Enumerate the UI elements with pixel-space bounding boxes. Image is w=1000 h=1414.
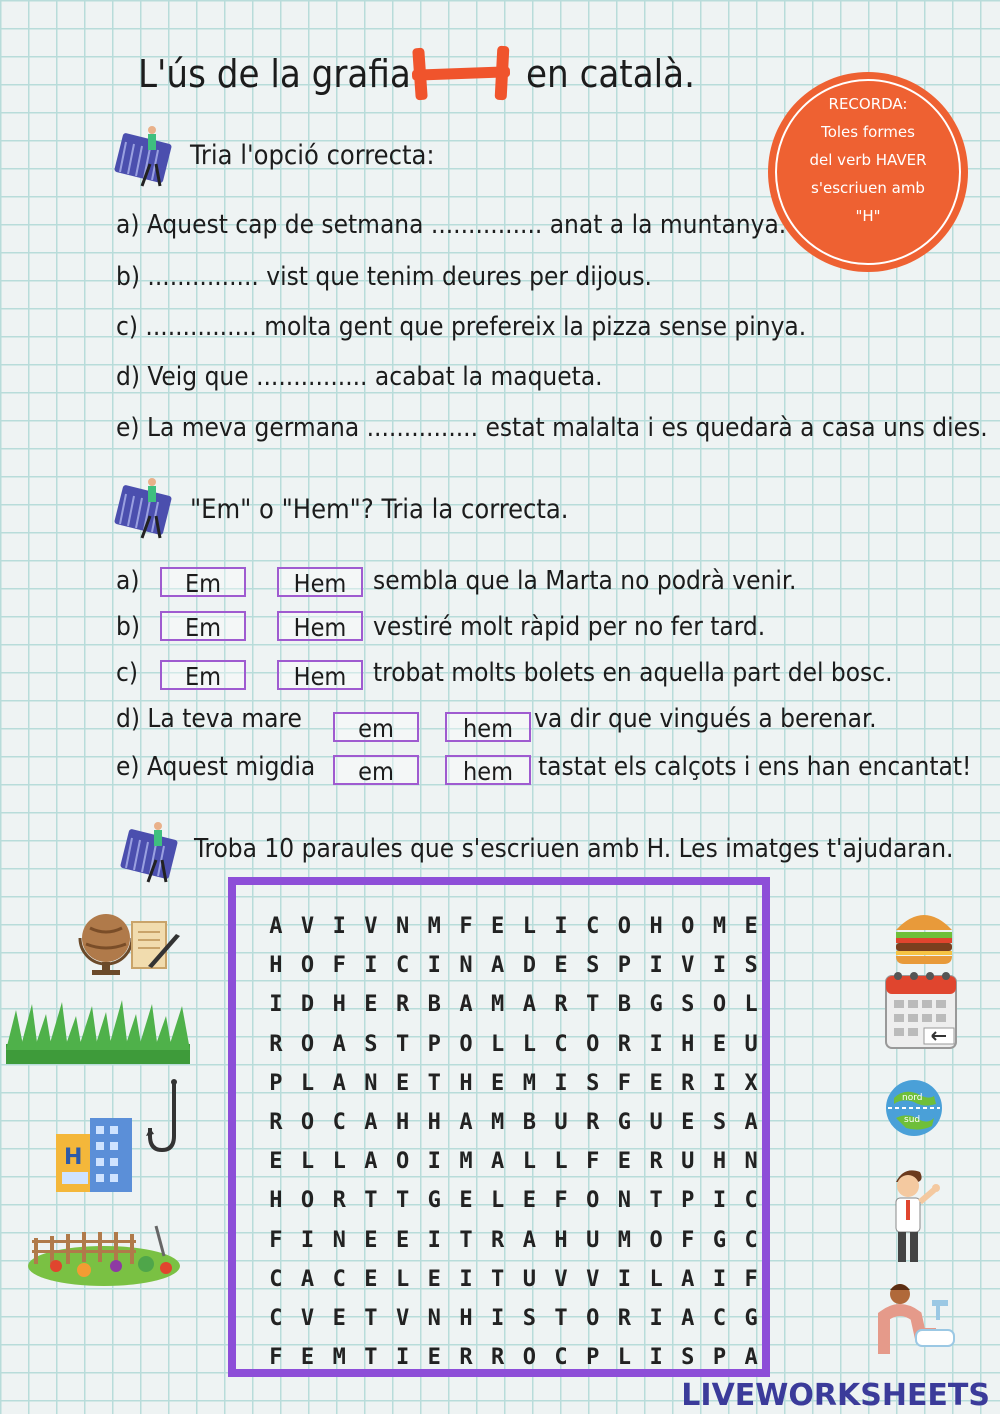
grid-cell[interactable]: E <box>459 1188 473 1214</box>
grid-cell[interactable]: G <box>617 1109 632 1135</box>
section1-title: Tria l'opció correcta: <box>190 140 435 171</box>
grid-cell[interactable]: E <box>364 992 378 1018</box>
grid-cell[interactable]: R <box>459 1345 473 1371</box>
grid-cell[interactable]: I <box>427 1149 441 1175</box>
grid-cell[interactable]: O <box>300 953 315 979</box>
grid-cell[interactable]: O <box>300 1109 315 1135</box>
hemisphere-sud: sud <box>904 1115 921 1125</box>
recorda-line-2: Toles formes <box>821 123 915 141</box>
hemisphere-nord: nord <box>902 1093 923 1103</box>
grid-cell[interactable]: V <box>681 953 695 979</box>
grid-cell[interactable]: L <box>554 1149 568 1175</box>
grid-cell[interactable]: E <box>395 1070 410 1096</box>
grid-cell[interactable]: C <box>744 1188 758 1214</box>
grid-cell[interactable]: L <box>617 1345 632 1371</box>
grid-cell[interactable]: T <box>459 1227 473 1253</box>
grid-cell[interactable]: T <box>586 992 600 1018</box>
row-d-text: va dir que vingués a berenar. <box>534 704 877 734</box>
grid-row <box>260 1181 767 1220</box>
grid-cell[interactable]: S <box>522 1305 536 1331</box>
h-letter-graphic <box>408 46 516 102</box>
grid-cell[interactable]: L <box>300 1149 315 1175</box>
grid-row <box>260 1260 767 1299</box>
grid-cell[interactable]: H <box>269 1188 283 1214</box>
row-c-prefix: c) <box>116 658 138 688</box>
grid-cell[interactable]: A <box>491 953 505 979</box>
row-b-option-hem[interactable]: Hem <box>277 611 363 641</box>
grid-cell[interactable]: E <box>364 1227 378 1253</box>
grid-cell[interactable]: X <box>744 1070 758 1096</box>
grid-cell[interactable]: A <box>364 1149 378 1175</box>
grid-cell[interactable]: M <box>712 914 727 939</box>
recorda-line-1: RECORDA: <box>828 95 908 113</box>
grid-row <box>260 1221 767 1260</box>
row-c-text: trobat molts bolets en aquella part del bosc. <box>373 658 893 688</box>
section3-title: Troba 10 paraules que s'escriuen amb H. Les imatges t'ajudaran. <box>194 834 954 864</box>
row-d-option-em[interactable]: em <box>333 712 419 742</box>
grid-cell[interactable]: B <box>522 1109 536 1135</box>
grid-cell[interactable]: I <box>712 953 727 979</box>
grid-cell[interactable]: A <box>681 1266 695 1292</box>
grid-cell[interactable]: C <box>269 1305 283 1331</box>
grid-cell[interactable]: S <box>681 1345 695 1371</box>
liveworksheets-logo[interactable] <box>681 1378 990 1413</box>
grid-cell[interactable]: O <box>395 1149 410 1175</box>
grid-cell[interactable]: O <box>586 1031 600 1057</box>
grid-cell[interactable]: P <box>712 1345 727 1371</box>
grid-cell[interactable]: T <box>395 1031 410 1057</box>
grid-cell[interactable]: S <box>681 992 695 1018</box>
grid-cell[interactable]: E <box>554 953 568 979</box>
grid-cell[interactable]: S <box>586 1070 600 1096</box>
grid-cell[interactable]: C <box>395 953 410 979</box>
grid-cell[interactable]: P <box>269 1070 283 1096</box>
grid-cell[interactable]: A <box>459 1109 473 1135</box>
grid-cell[interactable]: O <box>300 1188 315 1214</box>
grid-cell[interactable]: F <box>586 1149 600 1175</box>
grid-cell[interactable]: M <box>491 992 505 1018</box>
grid-cell[interactable]: C <box>332 1109 346 1135</box>
folder-person-icon-3 <box>118 820 188 890</box>
row-a-prefix: a) <box>116 566 140 596</box>
section1-line-d: d) Veig que ............... acabat la maqueta. <box>116 362 603 392</box>
calendar-icon <box>884 968 958 1050</box>
grid-cell[interactable]: I <box>300 1227 315 1253</box>
grid-cell[interactable]: R <box>491 1345 505 1371</box>
grid-cell[interactable]: O <box>300 1031 315 1057</box>
grid-row <box>260 1142 767 1181</box>
grid-cell[interactable]: U <box>681 1149 695 1175</box>
grid-cell[interactable]: A <box>364 1109 378 1135</box>
row-e-option-em[interactable]: em <box>333 755 419 785</box>
grid-cell[interactable]: L <box>395 1266 410 1292</box>
row-d-option-hem[interactable]: hem <box>445 712 531 742</box>
grid-cell[interactable]: V <box>300 914 315 939</box>
grid-cell[interactable]: C <box>586 914 600 939</box>
grid-cell[interactable]: I <box>712 1070 727 1096</box>
grid-cell[interactable]: I <box>554 914 568 939</box>
grid-cell[interactable]: A <box>522 992 536 1018</box>
grid-cell[interactable]: E <box>427 1345 441 1371</box>
globe-history-icon <box>76 906 184 978</box>
row-a-option-em[interactable]: Em <box>160 567 246 597</box>
grid-cell[interactable]: U <box>586 1227 600 1253</box>
grid-cell[interactable]: I <box>554 1070 568 1096</box>
row-e-option-hem[interactable]: hem <box>445 755 531 785</box>
row-d-prefix: d) La teva mare <box>116 704 302 734</box>
grid-cell[interactable]: E <box>649 1070 663 1096</box>
grid-cell[interactable]: U <box>649 1109 663 1135</box>
grid-cell[interactable]: T <box>491 1266 505 1292</box>
grid-cell[interactable]: P <box>427 1031 441 1057</box>
grid-cell[interactable]: O <box>459 1031 473 1057</box>
grid-cell[interactable]: L <box>522 1031 536 1057</box>
recorda-line-4: s'escriuen amb <box>811 179 925 197</box>
grid-cell[interactable]: C <box>554 1031 568 1057</box>
folder-person-icon <box>112 124 182 194</box>
grid-cell[interactable]: N <box>364 1070 378 1096</box>
grid-cell[interactable]: R <box>269 1109 283 1135</box>
grid-cell[interactable]: I <box>649 953 663 979</box>
hotel-icon <box>54 1116 134 1192</box>
grid-cell[interactable]: A <box>332 1031 346 1057</box>
grid-cell[interactable]: C <box>554 1345 568 1371</box>
grid-cell[interactable]: E <box>300 1345 315 1371</box>
grid-cell[interactable]: P <box>586 1345 600 1371</box>
grid-cell[interactable]: P <box>681 1188 695 1214</box>
grid-cell[interactable]: L <box>332 1149 346 1175</box>
section1-line-a: a) Aquest cap de setmana ............... anat a la muntanya. <box>116 210 787 240</box>
grid-cell[interactable]: E <box>617 1149 632 1175</box>
grid-cell[interactable]: V <box>300 1305 315 1331</box>
grid-cell[interactable]: R <box>395 992 410 1018</box>
grid-cell[interactable]: N <box>395 914 410 939</box>
grid-cell[interactable]: C <box>269 1266 283 1292</box>
grid-cell[interactable]: M <box>332 1345 346 1371</box>
grid-cell[interactable]: H <box>332 992 346 1018</box>
grid-cell[interactable]: L <box>522 914 536 939</box>
grid-cell[interactable]: V <box>554 1266 568 1292</box>
grid-cell[interactable]: U <box>744 1031 758 1057</box>
grid-cell[interactable]: A <box>681 1305 695 1331</box>
grid-row <box>260 1338 767 1377</box>
grid-cell[interactable]: E <box>744 914 758 939</box>
grid-cell[interactable]: F <box>681 1227 695 1253</box>
grid-cell[interactable]: H <box>459 1305 473 1331</box>
grid-cell[interactable]: I <box>332 914 346 939</box>
grid-cell[interactable]: F <box>332 953 346 979</box>
grid-cell[interactable]: E <box>491 1070 505 1096</box>
grid-cell[interactable]: E <box>395 1227 410 1253</box>
grid-cell[interactable]: F <box>744 1266 758 1292</box>
grid-cell[interactable]: N <box>332 1227 346 1253</box>
grid-cell[interactable]: I <box>459 1266 473 1292</box>
grid-cell[interactable]: M <box>491 1109 505 1135</box>
row-c-option-hem[interactable]: Hem <box>277 660 363 690</box>
grid-cell[interactable]: H <box>681 1031 695 1057</box>
grid-cell[interactable]: H <box>554 1227 568 1253</box>
grid-cell[interactable]: F <box>269 1227 283 1253</box>
grid-cell[interactable]: O <box>617 914 632 939</box>
grid-cell[interactable]: E <box>491 914 505 939</box>
grid-cell[interactable]: M <box>427 914 441 939</box>
grid-cell[interactable]: I <box>649 1031 663 1057</box>
grid-cell[interactable]: V <box>395 1305 410 1331</box>
title-before: L'ús de la grafia <box>138 52 411 96</box>
grid-cell[interactable]: T <box>649 1188 663 1214</box>
row-c-option-em[interactable]: Em <box>160 660 246 690</box>
grid-cell[interactable]: A <box>269 914 283 939</box>
grid-cell[interactable]: C <box>332 1266 346 1292</box>
grid-cell[interactable]: R <box>617 1031 632 1057</box>
grid-cell[interactable]: R <box>617 1305 632 1331</box>
hotel-h-letter: H <box>64 1145 83 1170</box>
grid-cell[interactable]: B <box>617 992 632 1018</box>
grid-cell[interactable]: V <box>586 1266 600 1292</box>
row-e-text: tastat els calçots i ens han encantat! <box>538 752 972 782</box>
grid-cell[interactable]: A <box>300 1266 315 1292</box>
recorda-ring <box>775 79 961 265</box>
grid-cell[interactable]: R <box>554 992 568 1018</box>
grid-cell[interactable]: I <box>712 1266 727 1292</box>
recorda-line-5: "H" <box>855 207 881 225</box>
row-b-option-em[interactable]: Em <box>160 611 246 641</box>
grid-cell[interactable]: U <box>522 1266 536 1292</box>
grid-cell[interactable]: I <box>617 1266 632 1292</box>
grid-cell[interactable]: T <box>395 1188 410 1214</box>
grid-cell[interactable]: T <box>364 1305 378 1331</box>
grid-cell[interactable]: M <box>617 1227 632 1253</box>
grid-cell[interactable]: I <box>491 1305 505 1331</box>
grid-cell[interactable]: U <box>554 1109 568 1135</box>
grid-cell[interactable]: O <box>522 1345 536 1371</box>
grid-cell[interactable]: O <box>712 992 727 1018</box>
grid-cell[interactable]: A <box>744 1109 758 1135</box>
grid-row <box>260 1064 767 1103</box>
grid-cell[interactable]: T <box>364 1345 378 1371</box>
grid-cell[interactable]: A <box>459 992 473 1018</box>
grid-cell[interactable]: P <box>617 953 632 979</box>
grid-cell[interactable]: O <box>586 1305 600 1331</box>
grid-cell[interactable]: R <box>491 1227 505 1253</box>
grid-cell[interactable]: C <box>744 1227 758 1253</box>
grid-cell[interactable]: L <box>522 1149 536 1175</box>
grid-cell[interactable]: C <box>712 1305 727 1331</box>
title-after-wrap <box>526 52 695 96</box>
grid-cell[interactable]: I <box>364 953 378 979</box>
grid-cell[interactable]: N <box>617 1188 632 1214</box>
row-b-text: vestiré molt ràpid per no fer tard. <box>373 612 766 642</box>
grid-cell[interactable]: A <box>491 1149 505 1175</box>
grid-cell[interactable]: I <box>427 953 441 979</box>
grid-cell[interactable]: F <box>554 1188 568 1214</box>
grid-cell[interactable]: I <box>649 1345 663 1371</box>
grid-cell[interactable]: T <box>364 1188 378 1214</box>
grid-cell[interactable]: G <box>744 1305 758 1331</box>
word-search-frame <box>228 877 770 1377</box>
grass-icon <box>6 1000 190 1064</box>
washing-hands-icon <box>876 1280 956 1354</box>
grid-cell[interactable]: S <box>586 953 600 979</box>
hemisphere-icon <box>884 1078 944 1138</box>
grid-cell[interactable]: I <box>649 1305 663 1331</box>
section1-line-b: b) ............... vist que tenim deures per dijous. <box>116 262 652 292</box>
grid-row <box>260 946 767 985</box>
grid-cell[interactable]: H <box>459 1070 473 1096</box>
section1-line-e: e) La meva germana ............... estat malalta i es quedarà a casa uns dies. <box>116 413 988 443</box>
grid-cell[interactable]: E <box>522 1188 536 1214</box>
grid-cell[interactable]: G <box>649 992 663 1018</box>
grid-row <box>260 1103 767 1142</box>
grid-cell[interactable]: L <box>649 1266 663 1292</box>
grid-cell[interactable]: R <box>332 1188 346 1214</box>
grid-cell[interactable]: I <box>269 992 283 1018</box>
liveworksheets-text: LIVEWORKSHEETS <box>681 1378 990 1413</box>
grid-cell[interactable]: I <box>427 1227 441 1253</box>
grid-cell[interactable]: E <box>332 1305 346 1331</box>
grid-cell[interactable]: M <box>522 1070 536 1096</box>
grid-cell[interactable]: L <box>744 992 758 1018</box>
row-b-prefix: b) <box>116 612 140 642</box>
grid-cell[interactable]: D <box>522 953 536 979</box>
hamburger-icon <box>892 906 956 966</box>
grid-cell[interactable]: E <box>427 1266 441 1292</box>
grid-cell[interactable]: G <box>712 1227 727 1253</box>
grid-cell[interactable]: N <box>459 953 473 979</box>
grid-cell[interactable]: F <box>459 914 473 939</box>
grid-cell[interactable]: O <box>649 1227 663 1253</box>
recorda-note <box>768 72 968 272</box>
grid-cell[interactable]: M <box>459 1149 473 1175</box>
grid-cell[interactable]: R <box>681 1070 695 1096</box>
row-e-prefix: e) Aquest migdia <box>116 752 316 782</box>
grid-cell[interactable]: H <box>269 953 283 979</box>
grid-cell[interactable]: O <box>586 1188 600 1214</box>
grid-cell[interactable]: T <box>427 1070 441 1096</box>
grid-cell[interactable]: E <box>364 1266 378 1292</box>
grid-cell[interactable]: N <box>744 1149 758 1175</box>
grid-cell[interactable]: V <box>364 914 378 939</box>
grid-row <box>260 1299 767 1338</box>
row-a-option-hem[interactable]: Hem <box>277 567 363 597</box>
grid-row <box>260 907 767 946</box>
grid-cell[interactable]: F <box>617 1070 632 1096</box>
grid-cell[interactable]: L <box>300 1070 315 1096</box>
grid-cell[interactable]: S <box>712 1109 727 1135</box>
grid-cell[interactable]: T <box>554 1305 568 1331</box>
grid-cell[interactable]: I <box>395 1345 410 1371</box>
grid-cell[interactable]: A <box>744 1345 758 1371</box>
grid-cell[interactable]: I <box>712 1188 727 1214</box>
grid-cell[interactable]: R <box>649 1149 663 1175</box>
grid-cell[interactable]: H <box>712 1149 727 1175</box>
grid-cell[interactable]: H <box>427 1109 441 1135</box>
grid-cell[interactable]: B <box>427 992 441 1018</box>
grid-cell[interactable]: E <box>269 1149 283 1175</box>
grid-cell[interactable]: S <box>364 1031 378 1057</box>
grid-cell[interactable]: A <box>332 1070 346 1096</box>
hook-icon <box>144 1078 190 1156</box>
grid-cell[interactable]: A <box>522 1227 536 1253</box>
word-search-grid <box>260 907 767 1377</box>
section1-line-c: c) ............... molta gent que prefereix la pizza sense pinya. <box>116 312 807 342</box>
grid-cell[interactable]: H <box>649 914 663 939</box>
man-icon <box>884 1166 944 1266</box>
grid-row <box>260 1025 767 1064</box>
recorda-line-3: del verb HAVER <box>809 151 927 169</box>
grid-cell[interactable]: R <box>586 1109 600 1135</box>
grid-cell[interactable]: E <box>712 1031 727 1057</box>
grid-row <box>260 985 767 1024</box>
grid-cell[interactable]: S <box>744 953 758 979</box>
grid-cell[interactable]: H <box>395 1109 410 1135</box>
grid-cell[interactable]: E <box>681 1109 695 1135</box>
row-a-text: sembla que la Marta no podrà venir. <box>373 566 797 596</box>
grid-cell[interactable]: D <box>300 992 315 1018</box>
folder-person-icon-2 <box>112 476 182 546</box>
garden-icon <box>26 1216 182 1286</box>
grid-cell[interactable]: G <box>427 1188 441 1214</box>
grid-cell[interactable]: O <box>681 914 695 939</box>
grid-cell[interactable]: L <box>491 1188 505 1214</box>
grid-cell[interactable]: L <box>491 1031 505 1057</box>
grid-cell[interactable]: R <box>269 1031 283 1057</box>
title-after: en català. <box>526 52 695 96</box>
grid-cell[interactable]: F <box>269 1345 283 1371</box>
page-title <box>138 52 411 96</box>
grid-cell[interactable]: N <box>427 1305 441 1331</box>
section2-title: "Em" o "Hem"? Tria la correcta. <box>190 494 569 525</box>
